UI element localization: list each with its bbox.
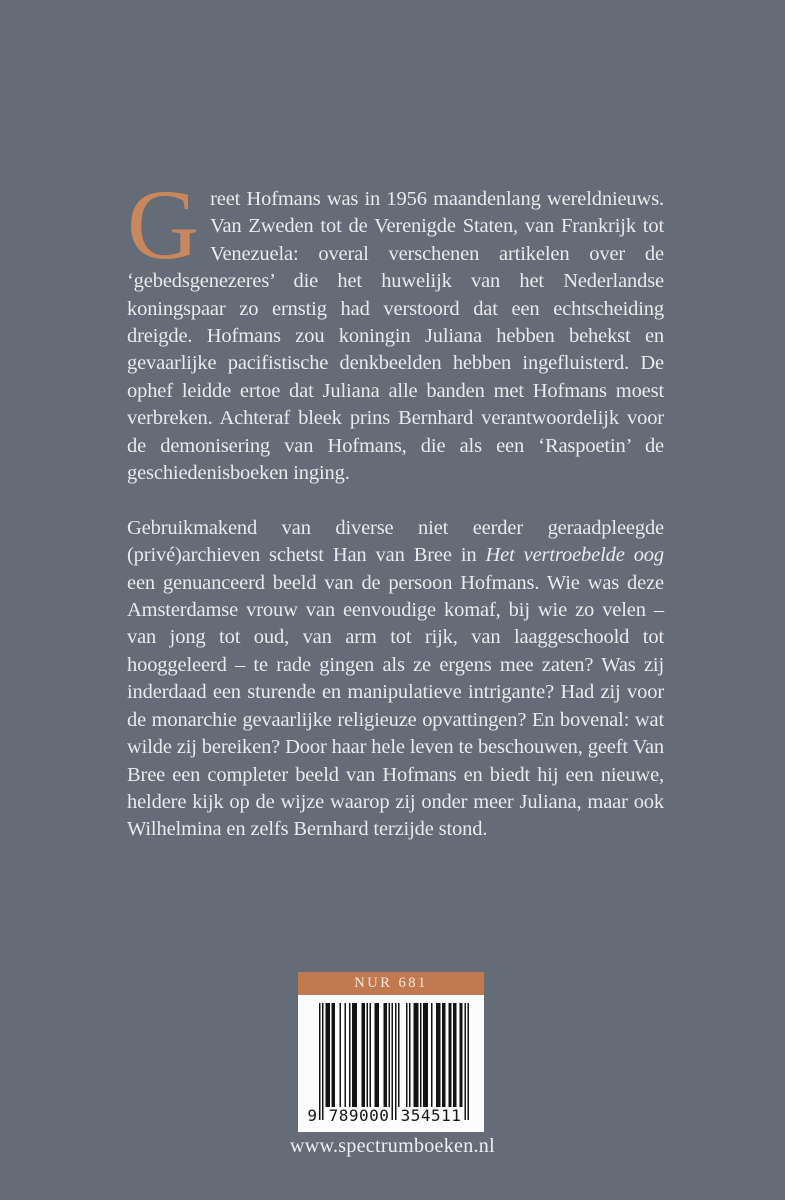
isbn-lead-digit: 9 bbox=[307, 1106, 317, 1125]
blurb-text-block bbox=[127, 169, 664, 844]
blurb-paragraph-1 bbox=[127, 169, 664, 487]
nur-band bbox=[298, 972, 484, 995]
nur-label: NUR 681 bbox=[354, 975, 428, 991]
website-url: www.spectrumboeken.nl bbox=[290, 1135, 495, 1157]
paragraph-2-text-pre: Gebruikmakend van diverse niet eerder geraadpleegde (privé)archieven schetst Han van Bree in bbox=[127, 516, 664, 567]
barcode-box bbox=[298, 995, 484, 1132]
paragraph-2-text-post: een genuanceerd beeld van de persoon Hofmans. Wie was deze Amsterdamse vrouw van eenvoudige komaf, bij wie zo velen – van jong tot oud, van arm tot rijk, van laaggeschoold tot hooggeleerd – te rade gingen als ze ergens mee zaten? Was zij inderdaad een sturende en manipulatieve intrigante? Had zij voor de monarchie gevaarlijke religieuze opvattingen? En bovenal: wat wilde zij bereiken? Door haar hele leven te beschouwen, geeft Van Bree een completer beeld van Hofmans en biedt hij een nieuwe, heldere kijk op de wijze waarop zij onder meer Juliana, maar ook Wilhelmina en zelfs Bernhard terzijde stond. bbox=[127, 571, 664, 841]
isbn-right-group: 354511 bbox=[400, 1106, 462, 1125]
barcode-label bbox=[298, 972, 484, 1132]
drop-cap-letter: G bbox=[127, 169, 200, 280]
paragraph-1-text: reet Hofmans was in 1956 maandenlang wereldnieuws. Van Zweden tot de Verenigde Staten, van Frankrijk tot Venezuela: overal verschenen artikelen over de ‘gebedsgenezeres’ die het huwelijk van het Nederlandse koningspaar zo ernstig had verstoord dat een echtscheiding dreigde. Hofmans zou koningin Juliana hebben behekst en gevaarlijke pacifistische denkbeelden hebben ingefluisterd. De ophef leidde ertoe dat Juliana alle banden met Hofmans moest verbreken. Achteraf bleek prins Bernhard verantwoordelijk voor de demonisering van Hofmans, die als een ‘Raspoetin’ de geschiedenisboeken inging. bbox=[127, 188, 664, 485]
isbn-left-group: 789000 bbox=[328, 1106, 390, 1125]
blurb-paragraph-2 bbox=[127, 515, 664, 844]
book-title-italic: Het vertroebelde oog bbox=[485, 544, 664, 567]
